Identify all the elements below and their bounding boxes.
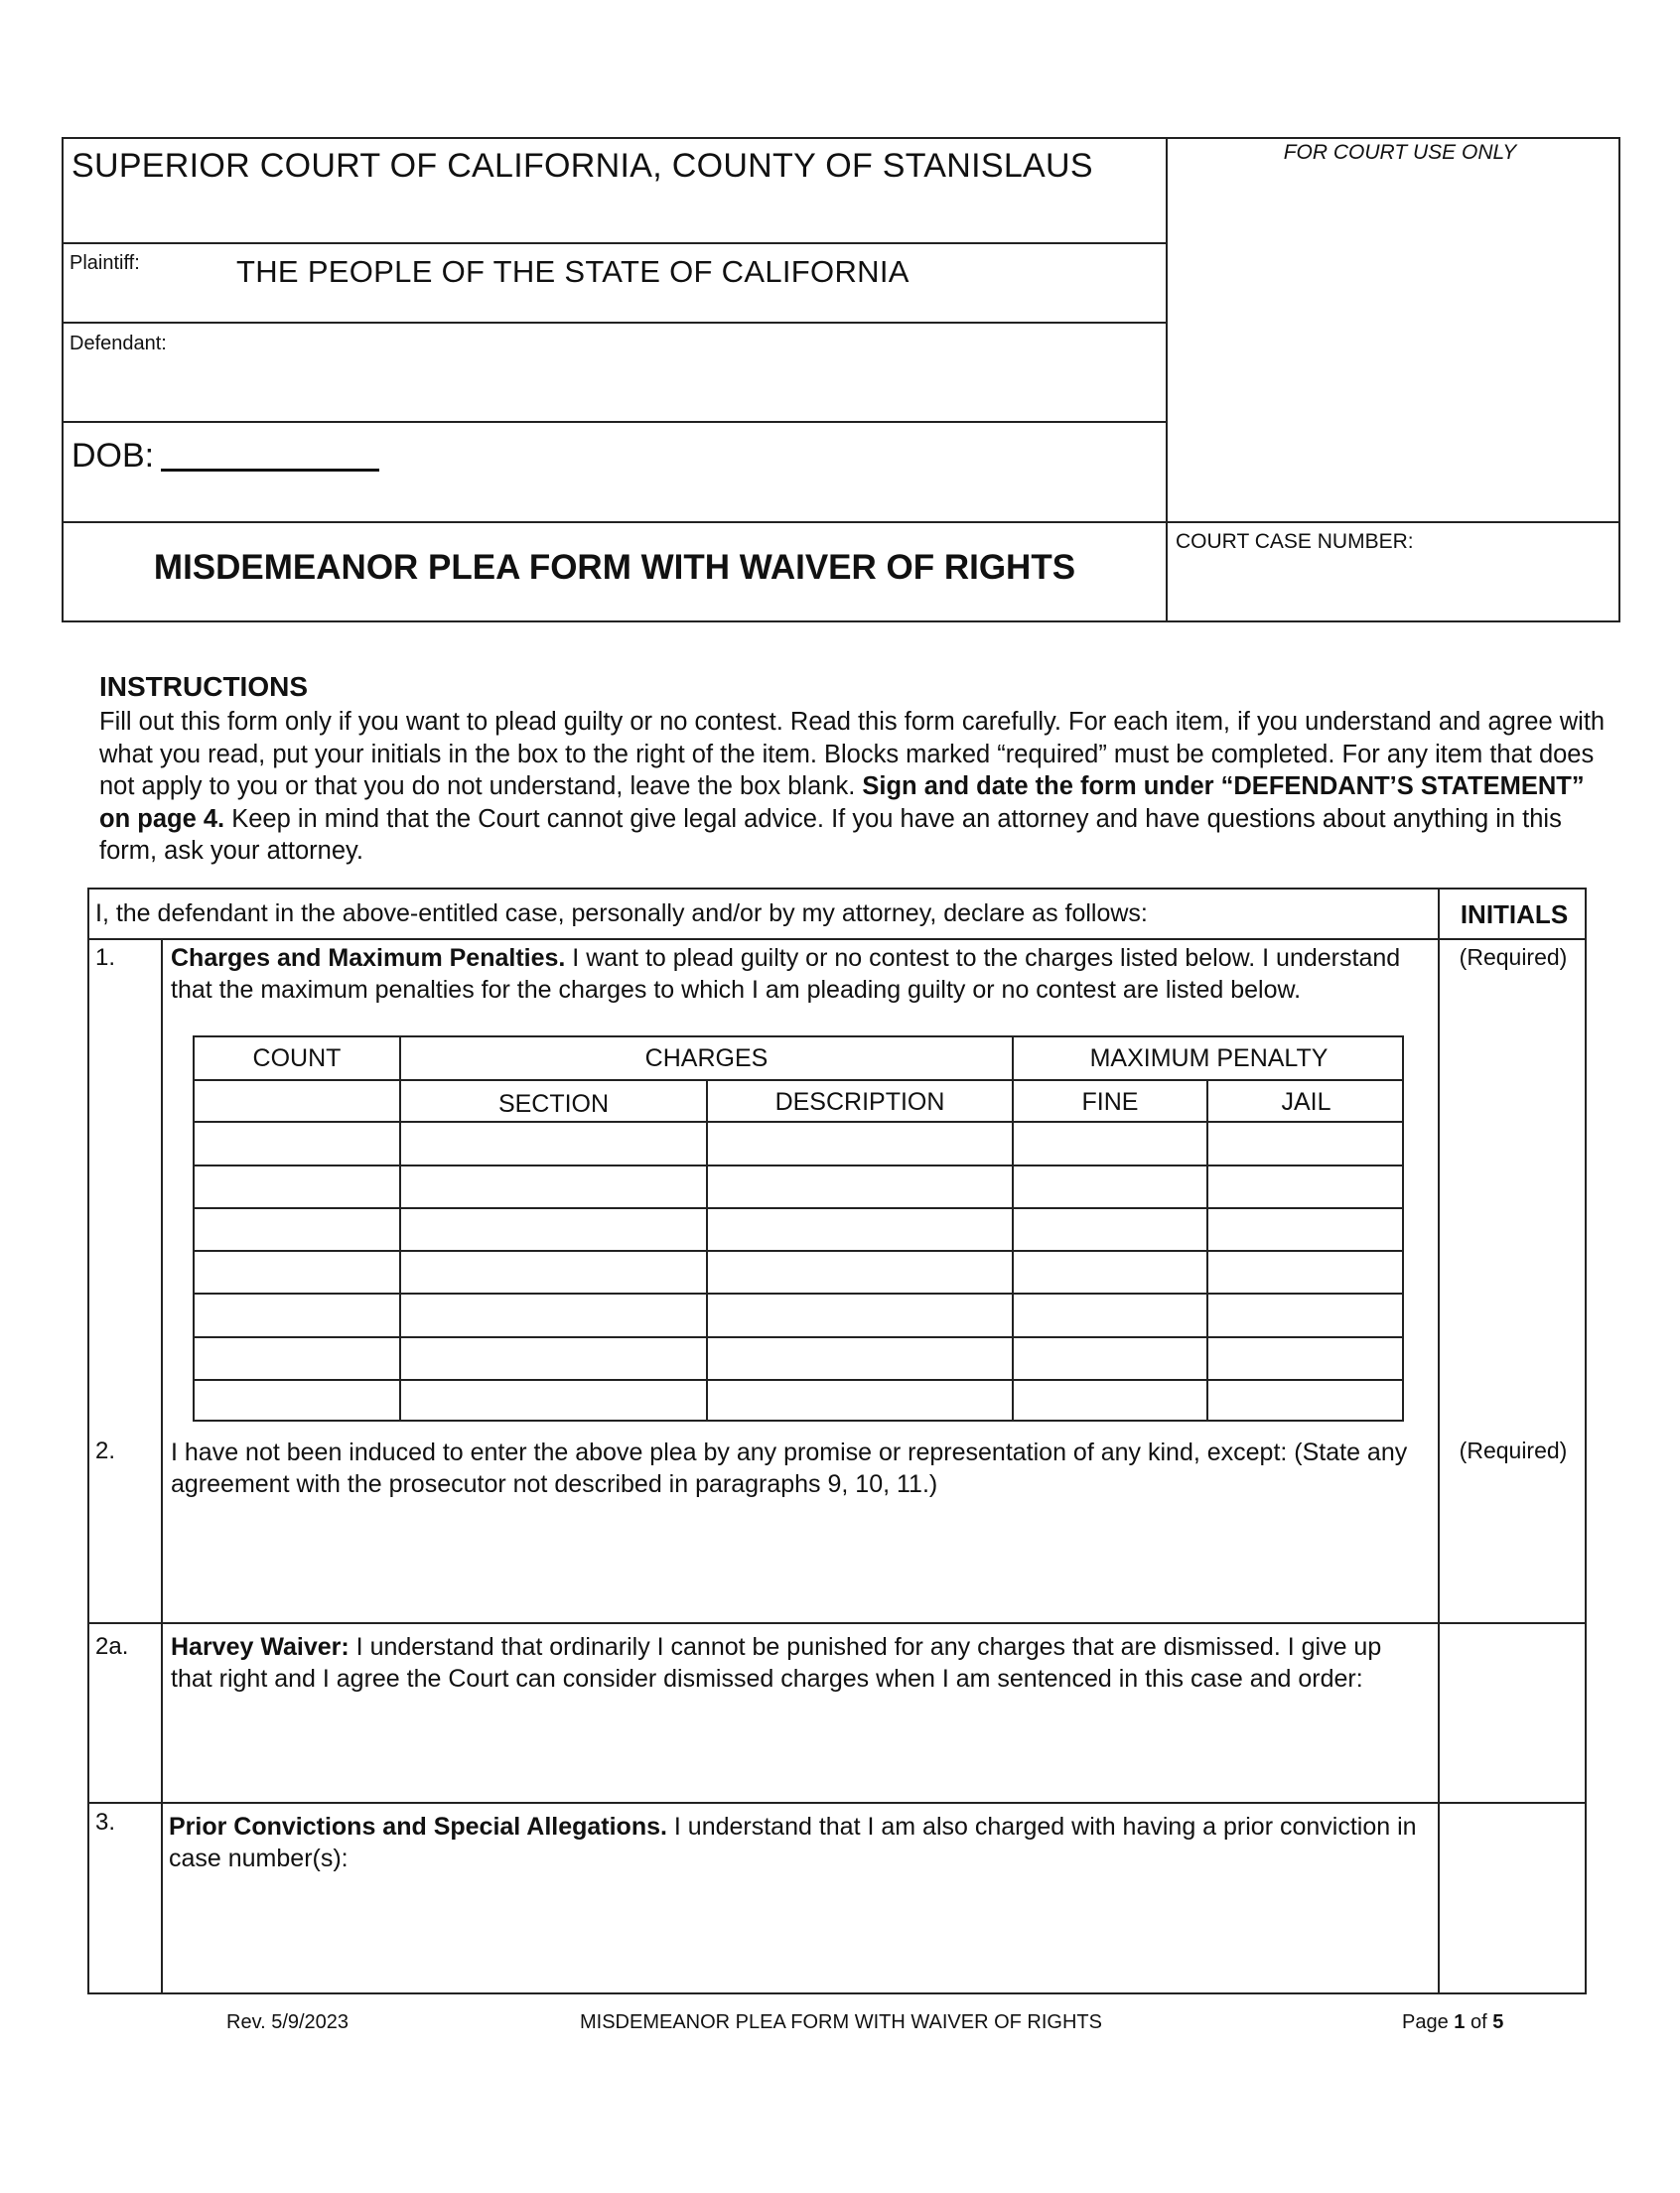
item-2a-heading: Harvey Waiver: bbox=[171, 1633, 350, 1661]
footer-page-of: of bbox=[1465, 2011, 1493, 2033]
court-title: SUPERIOR COURT OF CALIFORNIA, COUNTY OF STANISLAUS bbox=[71, 147, 1093, 185]
item-number: 3. bbox=[95, 1809, 116, 1836]
charges-row-line bbox=[399, 1079, 1404, 1081]
initials-box-item-3[interactable] bbox=[1440, 1804, 1585, 1992]
charges-row-line bbox=[193, 1250, 1404, 1252]
table-row-line bbox=[87, 1802, 1587, 1804]
item-3-text bbox=[169, 1811, 1424, 1874]
item-3-heading: Prior Convictions and Special Allegations. bbox=[169, 1813, 667, 1841]
footer-page-number: 1 bbox=[1454, 2011, 1466, 2033]
charges-row-line bbox=[193, 1207, 1404, 1209]
court-use-label: FOR COURT USE ONLY bbox=[1283, 141, 1517, 164]
instructions-text: Keep in mind that the Court cannot give legal advice. If you have an attorney and have questions about anything in this form, ask your attorney. bbox=[99, 804, 1562, 865]
jail-header: JAIL bbox=[1281, 1088, 1331, 1116]
caption-row-line bbox=[62, 521, 1620, 523]
item-number: 1. bbox=[95, 944, 116, 971]
item-1-text bbox=[171, 942, 1424, 1006]
form-title: MISDEMEANOR PLEA FORM WITH WAIVER OF RIGHTS bbox=[153, 548, 1076, 587]
item-2a-body: I understand that ordinarily I cannot be punished for any charges that are dismissed. I give up that right and I agree the Court can consider dismissed charges when I am sentenced in this case and order: bbox=[171, 1633, 1382, 1693]
initials-required: (Required) bbox=[1459, 944, 1568, 970]
initials-required: (Required) bbox=[1459, 1438, 1568, 1463]
footer-page-prefix: Page bbox=[1402, 2011, 1455, 2033]
defendant-label[interactable]: Defendant: bbox=[70, 333, 167, 354]
table-row-line bbox=[87, 1622, 1587, 1624]
section-header: SECTION bbox=[497, 1090, 610, 1118]
item-1-heading: Charges and Maximum Penalties. bbox=[171, 944, 566, 972]
instructions-text: Fill out this form only if you want to plead guilty or no contest. Read this form carefully. For each item, if you understand and agree with what you read, put your initials in the box to the right of the item. Blocks marked “required” must be completed. For any item that does not apply to you or that you do not understand, leave the box blank. bbox=[99, 708, 1606, 800]
initials-header: INITIALS bbox=[1460, 899, 1569, 929]
max-penalty-header: MAXIMUM PENALTY bbox=[1089, 1044, 1329, 1072]
item-number: 2a. bbox=[95, 1633, 129, 1660]
item-number: 2. bbox=[95, 1438, 116, 1464]
instructions-body bbox=[99, 706, 1609, 868]
charges-row-line bbox=[193, 1121, 1404, 1123]
instructions-sign-note: Sign and date the form under “DEFENDANT’S STATEMENT” on page 4. bbox=[99, 772, 1585, 833]
footer-title: MISDEMEANOR PLEA FORM WITH WAIVER OF RIGHTS bbox=[580, 2011, 1102, 2033]
footer-page bbox=[1402, 2011, 1503, 2034]
charges-header: CHARGES bbox=[644, 1044, 769, 1072]
item-1-body: I want to plead guilty or no contest to the charges listed below. I understand that the maximum penalties for the charges to which I am pleading guilty or no contest are listed below. bbox=[171, 944, 1401, 1004]
plaintiff-label: Plaintiff: bbox=[70, 252, 140, 274]
item-2-body: I have not been induced to enter the above plea by any promise or representation of any kind, except: (State any agreement with the prosecutor not described in paragraphs 9, 10, 11.) bbox=[171, 1439, 1408, 1498]
number-column-line bbox=[161, 938, 163, 1994]
item-2-text bbox=[171, 1437, 1424, 1500]
footer-revision: Rev. 5/9/2023 bbox=[226, 2011, 350, 2033]
dob-label: DOB: bbox=[71, 437, 155, 475]
item-3-body: I understand that I am also charged with having a prior conviction in case number(s): bbox=[169, 1813, 1417, 1872]
initials-box-item-2a[interactable] bbox=[1440, 1624, 1585, 1801]
item-2a-text bbox=[171, 1631, 1424, 1695]
charges-row-line bbox=[193, 1336, 1404, 1338]
initials-box-item-2[interactable] bbox=[1440, 1425, 1585, 1621]
charges-row-line bbox=[193, 1165, 1404, 1166]
caption-row-line bbox=[62, 242, 1168, 244]
footer-page-total: 5 bbox=[1492, 2011, 1504, 2033]
plaintiff-value: THE PEOPLE OF THE STATE OF CALIFORNIA bbox=[236, 254, 910, 289]
charges-row-line bbox=[193, 1079, 399, 1081]
count-header: COUNT bbox=[252, 1044, 342, 1072]
fine-header: FINE bbox=[1081, 1088, 1139, 1116]
caption-row-line bbox=[62, 322, 1168, 324]
caption-row-line bbox=[62, 421, 1168, 423]
case-number-label: COURT CASE NUMBER: bbox=[1176, 530, 1414, 553]
caption-divider bbox=[1166, 137, 1168, 622]
instructions-heading: INSTRUCTIONS bbox=[99, 671, 308, 702]
charges-row-line bbox=[193, 1293, 1404, 1295]
declaration-text: I, the defendant in the above-entitled case, personally and/or by my attorney, declare as follows: bbox=[95, 899, 1148, 927]
charges-row-line bbox=[193, 1379, 1404, 1381]
table-row-line bbox=[87, 938, 1587, 940]
dob-field[interactable] bbox=[161, 469, 379, 472]
description-header: DESCRIPTION bbox=[774, 1088, 945, 1116]
